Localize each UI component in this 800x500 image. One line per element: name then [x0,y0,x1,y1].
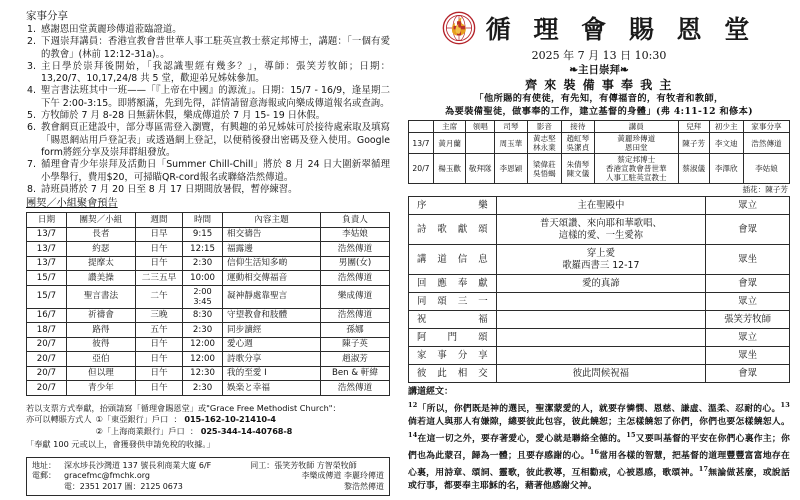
service-datetime: 2025 年 7 月 13 日 10:30 [531,49,667,62]
service-type-label: ❧主日崇拜❧ [569,64,629,76]
cell-group: 彼得 [66,337,135,352]
col-speaker: 講員 [594,121,678,133]
col-pianist: 司琴 [495,121,528,133]
church-name: 循 理 會 賜 恩 堂 [485,15,757,44]
col-usher: 接待 [562,121,595,133]
cell-time: 2:30 [183,256,223,271]
offering-cheque-line: 若以支票方式奉獻，抬頭請寫「循理會賜恩堂」或"Grace Free Methodist Church"： [26,402,341,413]
cell-children-worship: 蔡淑儀 [678,154,709,184]
cell-date: 15/7 [27,285,67,308]
cell-weekday: 日早 [135,227,182,242]
col-group: 團契／小組 [66,213,135,228]
table-row [409,197,790,215]
table-row [409,215,790,245]
order-item-participant: 會眾 [706,365,790,383]
announcement-item: 下週崇拜講員：香港宣教會普世華人事工駐英宣教士蔡定邦博士，講題：「一個有愛的教會」(林前 12:12-31a)。。 [41,36,390,60]
col-time: 時間 [183,213,223,228]
bank-name: ②「上海商業銀行」戶口 ： [95,425,201,436]
table-row [409,154,790,184]
order-item-content [496,311,706,329]
duty-roster-table [408,120,790,184]
cell-leader: 浩然傳道 [321,271,390,286]
col-weekday: 週間 [135,213,182,228]
cell-chairperson: 楊玉歡 [433,154,466,184]
order-item-participant: 眾立 [706,197,790,215]
verse-number: 13 [780,401,790,410]
bank-account-line [96,426,293,438]
table-row [27,337,390,352]
col-song-leader: 領唱 [466,121,495,133]
order-item-name: 序樂 [409,197,497,215]
cell-leader: 陳子英 [321,337,390,352]
cell-time: 12:30 [183,366,223,381]
right-column [400,0,800,500]
theme-verse-line1: 「他所賜的有使徒，有先知，有傳福音的，有牧者和教師， [474,93,724,104]
announcement-item: 感謝恩田堂黃麗珍傳道蒞臨證道。 [41,24,182,35]
order-item-participant: 眾立 [706,329,790,347]
cell-time: 12:00 [183,352,223,367]
cell-junior-worship: 李澤欣 [709,154,743,184]
announcement-item: 循理會青少年崇拜及活動日「Summer Chill-Chill」將於 8 月 24 日大圍新翠循理小學舉行，費用$20，可掃瞄QR-cord報名或聯絡浩然傳道。 [41,159,390,183]
email-label: 電郵： [32,471,56,481]
announcement-item: 教會網頁正建設中，部分專區需登入瀏覽，有興趣的弟兄姊妹可於接待處索取及填寫「賜恩網站用戶登記表」或透過網上登記，以便稍後發出密碼及登入使用。Google form將經分享及崇拜群組發放。 [41,122,390,158]
table-row [409,365,790,383]
cell-announcements: 李姑娘 [743,154,789,184]
worship-order-table [408,196,790,383]
cell-song-leader: 敬拜隊 [466,154,495,184]
cell-leader: 男團(女) [321,256,390,271]
table-row [27,285,390,308]
cell-group: 亞伯 [66,352,135,367]
address-label: 地址： [32,460,56,470]
cell-topic: 相交禱告 [223,227,321,242]
cell-usher: 趙虹琴 吳潔貞 [562,133,595,154]
col-junior-worship: 初少主 [709,121,743,133]
flower-credit: 插花：陳子芳 [742,185,788,195]
cell-date: 16/7 [27,308,67,323]
col-topic: 內容主題 [223,213,321,228]
cell-group: 聖言書法 [66,285,135,308]
table-row [409,329,790,347]
church-header [408,10,790,46]
verse-number: 17 [698,464,709,473]
order-item-participant: 張笑芳牧師 [706,311,790,329]
cell-date: 18/7 [27,323,67,338]
table-row [27,366,390,381]
cell-leader: 趙淑芳 [321,352,390,367]
order-rows [409,197,790,383]
table-row [27,271,390,286]
cell-song-leader [466,133,495,154]
bank-account-number: 015-162-10-21410-4 [184,414,276,425]
cell-pianist: 李恩穎 [495,154,528,184]
col-leader: 負責人 [321,213,390,228]
cell-leader: 孫娜 [321,323,390,338]
cell-announcements: 浩然傳道 [743,133,789,154]
cell-children-worship: 陳子芳 [678,133,709,154]
offering-transfer-label: 亦可以轉賬方式人 [26,414,92,425]
cell-group: 讚美操 [66,271,135,286]
order-item-participant: 眾坐 [706,347,790,365]
cell-date: 13/7 [27,242,67,257]
cell-group: 青少年 [66,381,135,396]
table-row [409,133,790,154]
cell-weekday: 日午 [135,256,182,271]
address-value: 深水埗長沙灣道 137 號長利商業大廈 6/F [64,460,212,470]
table-row [27,256,390,271]
cell-date: 20/7 [27,352,67,367]
cell-topic: 娛楽と幸福 [223,381,321,396]
verse-number: 15 [626,431,636,440]
cell-weekday: 三晚 [135,308,182,323]
contact-box [26,457,390,497]
cell-weekday: 日午 [135,337,182,352]
cell-date: 13/7 [27,227,67,242]
col-av: 影音 [527,121,561,133]
table-header-row [409,121,790,133]
order-item-participant: 眾立 [706,293,790,311]
email-value[interactable]: gracefmc@fmchk.org [64,471,150,481]
verse-number: 12 [408,401,418,410]
cell-time: 12:00 [183,337,223,352]
cell-group: 路得 [66,323,135,338]
table-row [27,242,390,257]
cell-topic: 信仰生活知多啲 [223,256,321,271]
table-row [27,352,390,367]
announcement-item: 聖言書法班其中一班——「『上帝在中國』的源流」。日期：15/7 - 16/9，逢星期二下午 2:00-3:15。即將額滿，先到先得，詳情請留意海報或向樂成傳道報名或查詢。 [41,85,390,109]
col-announcements: 家事分享 [743,121,789,133]
cell-av: 黃志堅 林永業 [527,133,561,154]
cell-time: 10:00 [183,271,223,286]
cell-topic: 同步讀經 [223,323,321,338]
order-item-participant: 會眾 [706,275,790,293]
cell-topic: 詩歌分享 [223,352,321,367]
cell-group: 祈禱會 [66,308,135,323]
cell-time: 2:00 3:45 [183,285,223,308]
cell-weekday: 日午 [135,381,182,396]
cell-time: 8:30 [183,308,223,323]
table-row [409,275,790,293]
cell-time: 9:15 [183,227,223,242]
cell-group: 提摩太 [66,256,135,271]
staff-list [250,461,384,493]
cell-date: 20/7 [409,154,434,184]
cell-date: 15/7 [27,271,67,286]
cell-time: 2:30 [183,323,223,338]
cell-topic: 愛心週 [223,337,321,352]
table-row [27,308,390,323]
col-blank [409,121,434,133]
cell-usher: 朱倩琴 陳文儀 [562,154,595,184]
offering-receipt-note: 「奉獻 100 元或以上，會獲發供申請免稅的收據。」 [26,439,215,450]
order-item-name: 回應奉獻 [409,275,497,293]
cell-weekday: 日午 [135,242,182,257]
cell-av: 梁偉莊 吳悟蝎 [527,154,561,184]
cell-junior-worship: 李文迪 [709,133,743,154]
cell-date: 13/7 [27,256,67,271]
duty-rows [409,133,790,184]
order-item-name: 講道信息 [409,245,497,275]
order-item-content: 穿上愛 歌羅西書三 12-17 [496,245,706,275]
cell-group: 但以理 [66,366,135,381]
scripture-passage: $^{12}$「所以，你們既是神的選民，聖潔蒙愛的人，就要存憐憫、恩慈、謙虛、溫柔、忍耐的心。$^{13}$倘若這人與那人有嫌隙，總要彼此包容，彼此饒恕；主怎樣饒恕了你們，你們也要怎樣饒恕人。$^{14}$在這一切之外，要存著愛心，愛心就是聯絡全德的。$^{15}$又要叫基督的平安在你們心裏作主；你們也為此蒙召，歸為一體；且要存感謝的心。$^{16}$當用各樣的智慧，把基督的道理豐豐富富地存在心裏，用詩章、頌詞、靈歌，彼此教導，互相勸戒，心被恩感，歌頌神。$^{17}$無論做甚麼，或說話或行事，都要奉主耶穌的名，藉著他感謝父神。 [408,401,790,491]
cell-chairperson: 黃月蘭 [433,133,466,154]
order-item-content: 主在聖殿中 [496,197,706,215]
order-item-participant: 眾坐 [706,245,790,275]
announcements-list [26,24,390,196]
cell-group: 長者 [66,227,135,242]
cell-topic: 守望教會和肢體 [223,308,321,323]
order-item-participant: 會眾 [706,215,790,245]
cell-topic: 我的至愛 I [223,366,321,381]
theme-verse-line2: 為要裝備聖徒，做事奉的工作，建立基督的身體」(弗 4:11-12 和修本) [445,105,753,117]
bank-accounts [96,414,293,437]
verse-number: 14 [408,431,418,440]
staff-line: 同工：張笑芳牧師 方智榮牧師 [250,460,357,470]
col-children-worship: 兒拜 [678,121,709,133]
table-header-row [27,213,390,228]
cell-weekday: 五午 [135,323,182,338]
order-item-content: 普天頌讚、來向耶和華歌唱、 這樣的愛、一生愛祢 [496,215,706,245]
order-item-name: 祝福 [409,311,497,329]
order-item-name: 同頌三一 [409,293,497,311]
cell-group: 約瑟 [66,242,135,257]
cell-date: 20/7 [27,366,67,381]
cell-time: 12:15 [183,242,223,257]
cell-topic: 福露邊 [223,242,321,257]
service-theme: 齊 來 裝 備 事 奉 我 主 [525,78,673,92]
table-row [409,293,790,311]
table-row [27,381,390,396]
cell-date: 20/7 [27,381,67,396]
cell-date: 20/7 [27,337,67,352]
announcement-item: 詩班員將於 7 月 20 日至 8 月 17 日期間放暑假，暫停練習。 [41,183,298,195]
cell-weekday: 二午 [135,285,182,308]
col-chairperson: 主席 [433,121,466,133]
verse-number: 16 [589,448,600,457]
order-item-content: 彼此問候祝福 [496,365,706,383]
cell-leader: 浩然傳道 [321,242,390,257]
cell-leader: Ben & 軒緯 [321,366,390,381]
scripture-title: 講道經文： [408,387,454,398]
table-row [27,323,390,338]
fellowship-schedule-table [26,212,390,396]
announcements-title: 家事分享 [26,10,68,22]
bank-account-number: 025-344-14-40768-8 [200,425,293,436]
bank-account-line [96,414,293,426]
table-row [409,311,790,329]
order-item-name: 彼此相交 [409,365,497,383]
staff-line: 李樂成傳道 李麗玲傳道 [301,471,384,481]
cell-weekday: 日午 [135,352,182,367]
church-flame-cross-logo-icon [442,11,476,45]
order-item-name: 家事分享 [409,347,497,365]
table-row [409,347,790,365]
order-item-content: 愛的真諦 [496,275,706,293]
order-item-content [496,347,706,365]
cell-topic: 運動相交傳福音 [223,271,321,286]
bank-name: ①「東亞銀行」戶口 ： [95,414,185,425]
order-item-content [496,293,706,311]
offering-info [26,403,390,451]
fellowship-rows [27,227,390,395]
staff-line: 黎浩然傳道 [343,481,384,491]
cell-leader: 浩然傳道 [321,381,390,396]
cell-speaker: 蔡定邦博士 香港宣教會普世華 人事工駐英宣教士 [594,154,678,184]
cell-leader: 樂成傳道 [321,285,390,308]
announcement-item: 主日學於崇拜後開始，「我認識聖經有幾多？」，導師：張笑芳牧師；日期：13,20/7、10,17,24/8 共 5 堂，歡迎弟兄姊妹參加。 [41,60,390,85]
fellowship-schedule-title: 團契／小組聚會預告 [26,198,118,210]
cell-weekday: 二三五早 [135,271,182,286]
cell-date: 13/7 [409,133,434,154]
order-item-name: 詩歌獻頌 [409,215,497,245]
cell-topic: 凝神靜處靠聖言 [223,285,321,308]
cell-weekday: 日午 [135,366,182,381]
phone-value: 電：2351 2017 圖：2125 0673 [64,481,183,491]
order-item-name: 阿門頌 [409,329,497,347]
cell-leader: 李姑娘 [321,227,390,242]
col-date: 日期 [27,213,67,228]
cell-leader: 浩然傳道 [321,308,390,323]
cell-pianist: 周玉華 [495,133,528,154]
order-item-content [496,329,706,347]
announcement-item: 方牧師於 7 月 8-28 日無薪休假，樂成傳道於 7 月 15- 19 日休假。 [41,110,326,122]
table-row [27,227,390,242]
cell-speaker: 黃麗珍傳道 恩田堂 [594,133,678,154]
table-row [409,245,790,275]
cell-time: 2:30 [183,381,223,396]
